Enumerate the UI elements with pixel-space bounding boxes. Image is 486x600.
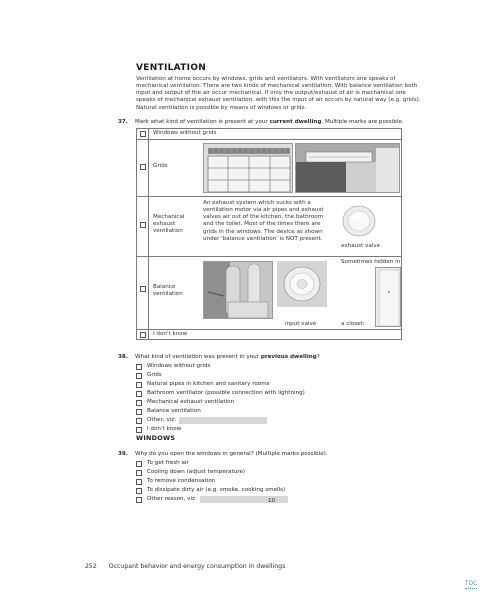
q38-option[interactable]	[136, 407, 305, 416]
footer-title: Occupant behavior and energy consumption in dwellings	[108, 563, 286, 570]
checkbox-dont-know[interactable]	[140, 332, 146, 338]
closet-image	[376, 268, 401, 327]
option-label: Other, viz:	[147, 416, 177, 423]
q39-option[interactable]	[136, 459, 288, 468]
checkbox[interactable]	[136, 470, 142, 476]
checkbox[interactable]	[136, 391, 142, 397]
option-label: To get fresh air	[147, 459, 189, 466]
question-bold: previous dwelling	[260, 354, 317, 360]
option-label: Bathroom ventilator (possible connection with lightning)	[147, 389, 305, 396]
q38-option[interactable]	[136, 371, 305, 380]
photo-ceiling-grid	[295, 143, 400, 193]
checkbox[interactable]	[136, 461, 142, 467]
option-label: Balance ventilation	[147, 407, 201, 414]
option-label: Grids	[147, 371, 162, 378]
row-dont-know-label: I don't know	[153, 331, 188, 337]
inner-page-number: 10	[268, 498, 276, 504]
question-number: 37.	[118, 119, 128, 125]
option-label: Other reason, viz:	[147, 495, 197, 502]
checkbox[interactable]	[136, 427, 142, 433]
question-text: Mark what kind of ventilation is present at your	[135, 119, 270, 125]
option-label: To remove condensation	[147, 477, 216, 484]
mechanical-description: An exhaust system which sucks with a ventilation motor via air pipes and exhaust valves air out of the kitchen, the bathroom and the toilet. Most of the times there are grids in the windows. The device as shown under 'balance ventilation' is NOT present.	[203, 200, 324, 242]
row-balance-ventilation	[137, 256, 401, 329]
checkbox[interactable]	[136, 382, 142, 388]
row-grids-label: Grids	[153, 163, 168, 169]
q38-option[interactable]	[136, 398, 305, 407]
option-label: Windows without grids	[147, 362, 211, 369]
row-mechanical-exhaust	[137, 196, 401, 256]
input-valve-caption: input valve	[285, 321, 317, 327]
section-heading: VENTILATION	[136, 63, 207, 73]
row-windows-label: Windows without grids	[153, 130, 217, 136]
row-grids	[137, 139, 401, 196]
option-label: To dissipate dirty air (e.g. smoke, cooking smells)	[147, 486, 286, 493]
question-37	[118, 119, 404, 126]
input-valve-image	[277, 261, 327, 307]
intro-paragraph	[136, 76, 422, 112]
question-bold: current dwelling	[269, 119, 322, 125]
question-39	[118, 451, 328, 458]
question-number: 38.	[118, 354, 128, 360]
checkbox[interactable]	[136, 488, 142, 494]
checkbox[interactable]	[136, 479, 142, 485]
option-label: Cooling down (adjust temperature)	[147, 468, 246, 475]
q39-options	[136, 459, 288, 504]
question-text: What kind of ventilation was present in your	[135, 354, 261, 360]
question-text: Why do you open the windows in general? (Multiple marks possible).	[135, 451, 328, 457]
row-balance-label: Balance ventilation	[153, 284, 183, 298]
q38-option-other[interactable]	[136, 416, 305, 425]
row-windows	[137, 129, 401, 139]
photo-balance-unit	[203, 261, 273, 319]
exhaust-valve-caption: exhaust valve	[341, 243, 381, 249]
other-text-field[interactable]	[179, 417, 267, 424]
q39-option[interactable]	[136, 486, 288, 495]
closet-caption: a closet:	[341, 321, 365, 327]
q39-option-other[interactable]	[136, 495, 288, 504]
q38-option[interactable]	[136, 362, 305, 371]
photo-closet	[375, 267, 401, 327]
option-label: I don't know	[147, 425, 182, 432]
q38-option[interactable]	[136, 380, 305, 389]
checkbox[interactable]	[136, 497, 142, 503]
footer-page-number: 252	[85, 563, 97, 570]
footer	[85, 563, 285, 571]
checkbox[interactable]	[136, 400, 142, 406]
ventilation-table	[136, 128, 402, 340]
checkbox[interactable]	[136, 409, 142, 415]
checkbox[interactable]	[136, 364, 142, 370]
row-mechanical-label: Mechanical exhaust ventilation	[153, 214, 185, 235]
row-dont-know	[137, 329, 401, 339]
balance-unit-image	[204, 262, 273, 319]
photo-window-grid	[203, 143, 293, 193]
sometimes-hidden-caption: Sometimes hidden in	[341, 259, 401, 265]
photo-exhaust-valve	[341, 203, 377, 239]
photo-input-valve	[277, 261, 327, 307]
checkbox[interactable]	[136, 418, 142, 424]
checkbox-mechanical-exhaust[interactable]	[140, 222, 146, 228]
q38-options	[136, 362, 305, 434]
checkbox-balance[interactable]	[140, 286, 146, 292]
checkbox-windows[interactable]	[140, 131, 146, 137]
checkbox[interactable]	[136, 373, 142, 379]
option-label: Mechanical exhaust ventilation	[147, 398, 235, 405]
toc-link[interactable]: TOC	[465, 581, 477, 589]
ceiling-grid-image	[296, 144, 400, 193]
q39-option[interactable]	[136, 468, 288, 477]
windows-heading: WINDOWS	[136, 434, 176, 442]
option-label: Natural pipes in kitchen and sanitary rooms	[147, 380, 270, 387]
checkbox-grids[interactable]	[140, 164, 146, 170]
question-text-end: ?	[316, 354, 320, 360]
question-number: 39.	[118, 451, 128, 457]
window-grid-image	[204, 144, 293, 193]
question-38	[118, 354, 320, 361]
q38-option[interactable]	[136, 425, 305, 434]
intro-text: Ventilation at home occurs by windows, grids and ventilators. With ventilators one speaks of mechanical ventilation. There are two kinds of mechanical ventilation: With balance ventilation both input and output of the air occur mechanical. If only the output/exhaust of air is mechanical one speaks of mechanical exhaust ventilation, with this the input of air occurs by natural way (e.g. grids). Natural ventilation is possible by means of windows or grids.	[136, 76, 421, 111]
question-text-end: . Multiple marks are possible.	[321, 119, 404, 125]
q39-option[interactable]	[136, 477, 288, 486]
q38-option[interactable]	[136, 389, 305, 398]
exhaust-valve-image	[341, 203, 377, 239]
